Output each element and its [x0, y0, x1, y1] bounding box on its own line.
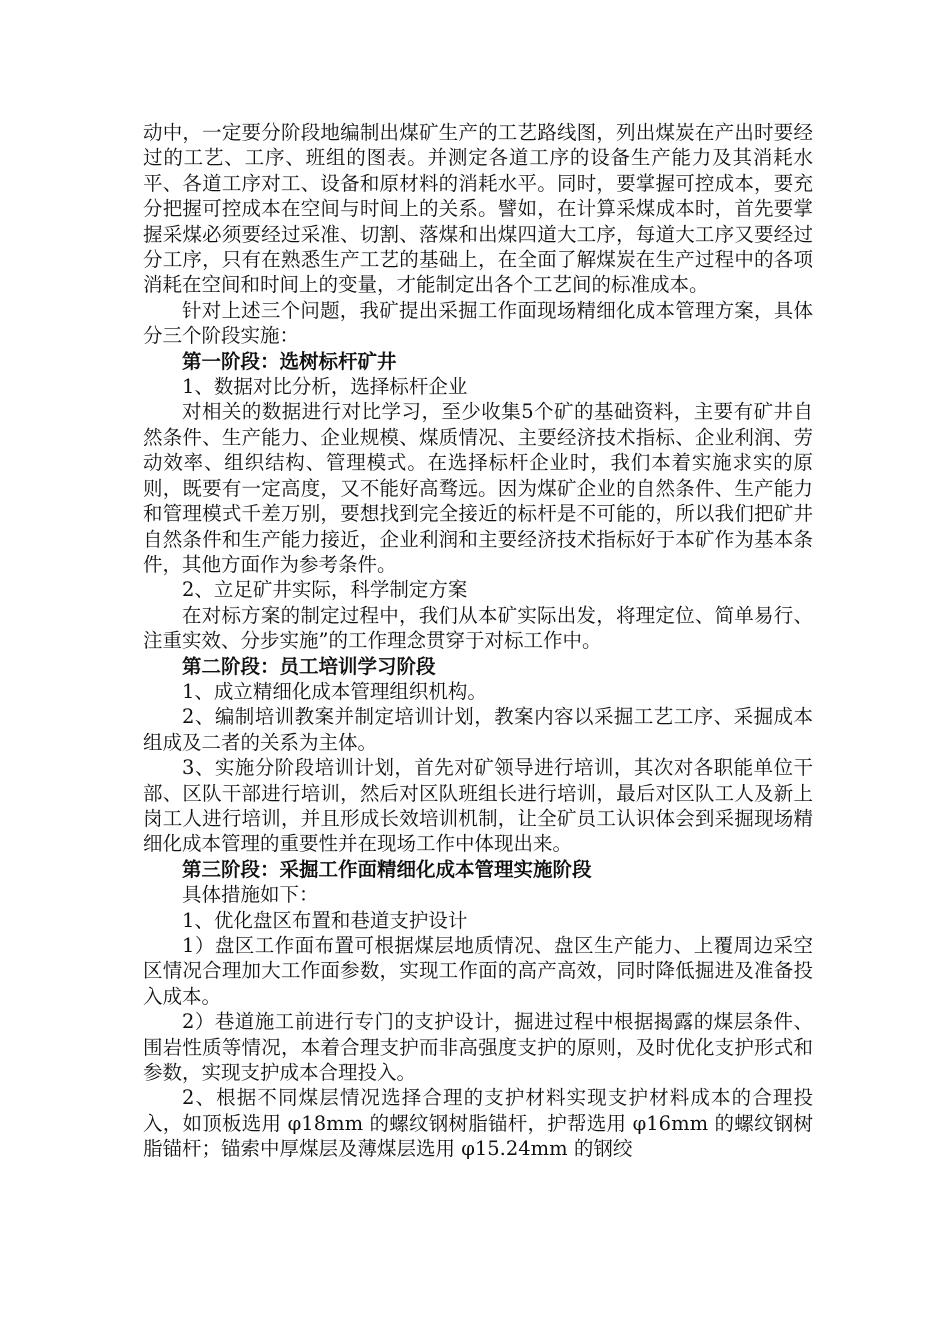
list-item: 3、实施分阶段培训计划，首先对矿领导进行培训，其次对各职能单位干部、区队干部进行培训，然后对区队班组长进行培训，最后对区队工人及新上岗工人进行培训，并且形成长效培训机制，让全矿员工认识体会到采掘现场精细化成本管理的重要性并在现场工作中体现出来。	[143, 756, 813, 856]
paragraph: 动中，一定要分阶段地编制出煤矿生产的工艺路线图，列出煤炭在产出时要经过的工艺、工序、班组的图表。并测定各道工序的设备生产能力及其消耗水平、各道工序对工、设备和原材料的消耗水平。同时，要掌握可控成本，要充分把握可控成本在空间与时间上的关系。譬如，在计算采煤成本时，首先要掌握采煤必须要经过采准、切割、落煤和出煤四道大工序，每道大工序又要经过分工序，只有在熟悉生产工艺的基础上，在全面了解煤炭在生产过程中的各项消耗在空间和时间上的变量，才能制定出各个工艺间的标准成本。	[143, 121, 813, 297]
list-item: 1、数据对比分析，选择标杆企业	[182, 375, 468, 399]
list-item: 1）盘区工作面布置可根据煤层地质情况、盘区生产能力、上覆周边采空区情况合理加大工作面参数，实现工作面的高产高效，同时降低掘进及准备投入成本。	[143, 934, 813, 1008]
document-page	[143, 120, 813, 1162]
list-item: 2、编制培训教案并制定培训计划，教案内容以采掘工艺工序、采掘成本组成及二者的关系为主体。	[143, 705, 813, 754]
list-item: 1、成立精细化成本管理组织机构。	[182, 679, 487, 703]
section-heading: 第一阶段：选树标杆矿井	[182, 349, 397, 373]
list-item: 2、根据不同煤层情况选择合理的支护材料实现支护材料成本的合理投入，如顶板选用 φ18mm 的螺纹钢树脂锚杆，护帮选用 φ16mm 的螺纹钢树脂锚杆；锚索中厚煤层及薄煤层选用 φ15.24mm 的钢绞	[143, 1086, 813, 1161]
paragraph: 对相关的数据进行对比学习，至少收集5个矿的基础资料，主要有矿井自然条件、生产能力、企业规模、煤质情况、主要经济技术指标、企业利润、劳动效率、组织结构、管理模式。在选择标杆企业时，我们本着实施求实的原则，既要有一定高度，又不能好高骛远。因为煤矿企业的自然条件、生产能力和管理模式千差万别，要想找到完全接近的标杆是不可能的，所以我们把矿井自然条件和生产能力接近，企业利润和主要经济技术指标好于本矿作为基本条件，其他方面作为参考条件。	[143, 400, 813, 576]
section-heading: 第三阶段：采掘工作面精细化成本管理实施阶段	[182, 857, 592, 881]
list-item: 2、立足矿井实际，科学制定方案	[182, 578, 468, 602]
list-item: 1、优化盘区布置和巷道支护设计	[182, 908, 468, 932]
paragraph: 在对标方案的制定过程中，我们从本矿实际出发，将理定位、简单易行、注重实效、分步实施”的工作理念贯穿于对标工作中。	[143, 603, 813, 653]
list-item: 2）巷道施工前进行专门的支护设计，掘进过程中根据揭露的煤层条件、围岩性质等情况，本着合理支护而非高强度支护的原则，及时优化支护形式和参数，实现支护成本合理投入。	[143, 1010, 813, 1085]
paragraph: 针对上述三个问题，我矿提出采掘工作面现场精细化成本管理方案，具体分三个阶段实施：	[143, 298, 813, 348]
paragraph: 具体措施如下：	[182, 883, 319, 907]
section-heading: 第二阶段：员工培训学习阶段	[182, 654, 436, 678]
